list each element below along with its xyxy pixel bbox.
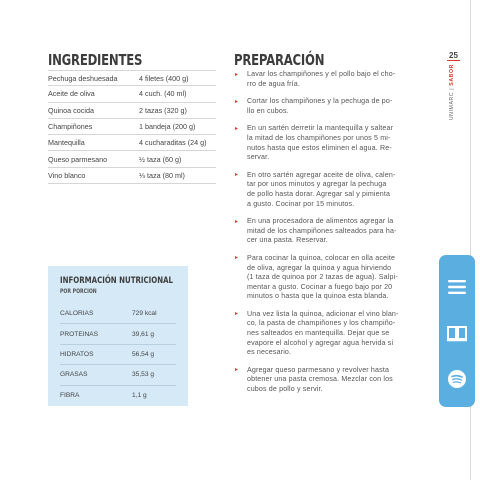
menu-icon [447, 279, 467, 295]
nutrition-value: 35,53 g [132, 371, 154, 379]
nutrition-title: INFORMACIÓN NUTRICIONAL [60, 276, 174, 286]
step-line: En un sartén derretir la mantequilla y saltear [247, 124, 394, 133]
nutrition-row [60, 304, 176, 324]
ingredient-row [48, 86, 216, 102]
nutrition-value: 729 kcal [132, 310, 157, 318]
preparation-step [234, 366, 432, 395]
step-bullet-icon: ▸ [235, 98, 239, 105]
nutrition-value: 56,54 g [132, 350, 154, 358]
ingredient-name: Vino blanco [48, 170, 86, 180]
section-label-bold: SABOR [449, 64, 455, 86]
step-bullet-icon: ▸ [235, 367, 239, 374]
ingredients-table [48, 70, 216, 184]
ingredient-qty: 2 tazas (320 g) [139, 105, 187, 115]
ingredient-row [48, 151, 216, 167]
step-line: cubos de pollo y servir. [247, 385, 323, 394]
book-icon [446, 324, 468, 342]
ingredient-qty: ½ taza (60 g) [139, 154, 182, 164]
step-line: de oliva, agregar la quinoa y agua hirviendo [247, 263, 392, 272]
ingredient-name: Mantequilla [48, 138, 85, 148]
step-bullet-icon: ▸ [235, 255, 239, 262]
nutrition-row [60, 365, 176, 385]
step-line: servar. [247, 153, 270, 162]
header-rule [447, 60, 460, 61]
step-line: En una procesadora de alimentos agregar la [247, 217, 394, 226]
ingredient-row [48, 119, 216, 135]
ingredient-name: Pechuga deshuesada [48, 73, 118, 83]
step-line: es necesario. [247, 348, 292, 357]
step-line: co, la pasta de champiñones y los champiño- [247, 319, 396, 328]
step-line: rro de agua fría. [247, 79, 301, 88]
nutrition-box [48, 266, 188, 406]
ingredient-name: Champiñones [48, 122, 93, 132]
section-label [449, 64, 455, 120]
step-line: la mitad de los champiñones por unos 5 mi- [247, 133, 391, 142]
step-line: mitad de los champiñones salteados para ha- [247, 226, 397, 235]
ingredient-name: Queso parmesano [48, 154, 108, 164]
step-line: Lavar los champiñones y el pollo bajo el cho- [247, 70, 396, 78]
step-bullet-icon: ▸ [235, 172, 239, 179]
ingredient-row [48, 70, 216, 86]
nutrition-label: HIDRATOS [60, 350, 94, 358]
ingredient-row [48, 168, 216, 184]
step-line: evapore el alcohol y agregar agua hervida si [247, 338, 394, 347]
step-line: Agregar queso parmesano y revolver hasta [247, 365, 390, 374]
ingredient-name: Quinoa cocida [48, 105, 94, 115]
nutrition-label: PROTEINAS [60, 330, 99, 338]
step-line: (1 taza de quinoa por 2 tazas de agua). Salpi- [247, 273, 398, 282]
step-line: nes salteados en mantequilla. Dejar que se [247, 329, 390, 338]
nutrition-row [60, 345, 176, 365]
nutrition-subtitle: POR PORCIÓN [60, 288, 97, 295]
preparation-step [234, 217, 432, 246]
preparation-step [234, 254, 432, 302]
nutrition-row [60, 324, 176, 344]
preparation-step [234, 171, 432, 209]
preparation-step [234, 97, 432, 116]
step-line: de pollo hasta dorar. Agregar sal y pimienta [247, 189, 391, 198]
nutrition-label: FIBRA [60, 392, 80, 400]
side-toolbar [439, 255, 475, 407]
step-line: Cortar los champiñones y la pechuga de po- [247, 97, 393, 106]
spotify-button[interactable] [439, 361, 475, 397]
preparation-step [234, 70, 432, 89]
spotify-icon [447, 369, 467, 389]
step-line: cer una pasta. Reservar. [247, 236, 328, 245]
ingredient-qty: ⅓ taza (80 ml) [139, 170, 185, 180]
nutrition-value: 39,61 g [132, 330, 154, 338]
nutrition-value: 1,1 g [132, 392, 147, 400]
ingredient-name: Aceite de oliva [48, 89, 95, 99]
ingredients-title: INGREDIENTES [48, 51, 143, 69]
step-line: nutos hasta que estos eliminen el agua. Re- [247, 143, 392, 152]
menu-button[interactable] [439, 269, 475, 305]
step-bullet-icon: ▸ [235, 218, 239, 225]
nutrition-label: CALORIAS [60, 310, 94, 318]
step-line: tar por unos minutos y agregar la pechuga [247, 180, 387, 189]
step-line: obtener una pasta cremosa. Mezclar con los [247, 375, 393, 384]
book-button[interactable] [439, 315, 475, 351]
preparation-step [234, 124, 432, 162]
ingredient-qty: 4 cucharaditas (24 g) [139, 138, 207, 148]
ingredient-qty: 4 filetes (400 g) [139, 73, 189, 83]
ingredient-qty: 4 cuch. (40 ml) [139, 89, 187, 99]
ingredient-row [48, 135, 216, 151]
step-bullet-icon: ▸ [235, 71, 239, 78]
ingredient-row [48, 103, 216, 119]
step-line: a gusto. Cocinar por 15 minutos. [247, 199, 355, 208]
preparation-title: PREPARACIÓN [234, 51, 325, 69]
step-line: Una vez lista la quinoa, adicionar el vino blan- [247, 309, 399, 318]
ingredient-qty: 1 bandeja (200 g) [139, 122, 196, 132]
step-bullet-icon: ▸ [235, 125, 239, 132]
step-line: mentar a gusto. Cocinar a fuego bajo por 20 [247, 282, 393, 291]
nutrition-row [60, 386, 176, 406]
step-bullet-icon: ▸ [235, 311, 239, 318]
step-line: Para cocinar la quinoa, colocar en olla aceite [247, 253, 396, 262]
preparation-steps [234, 70, 432, 395]
page-edge-line [470, 0, 471, 480]
section-label-light: UNIMARC | [449, 85, 455, 121]
step-line: llo en cubos. [247, 106, 289, 115]
step-line: En otro sartén agregar aceite de oliva, calen- [247, 170, 396, 179]
nutrition-label: GRASAS [60, 371, 88, 379]
preparation-step [234, 310, 432, 358]
step-line: minutos o hasta que la quinoa esta blanda. [247, 292, 389, 301]
nutrition-table [60, 304, 176, 406]
page-number: 25 [449, 51, 458, 60]
